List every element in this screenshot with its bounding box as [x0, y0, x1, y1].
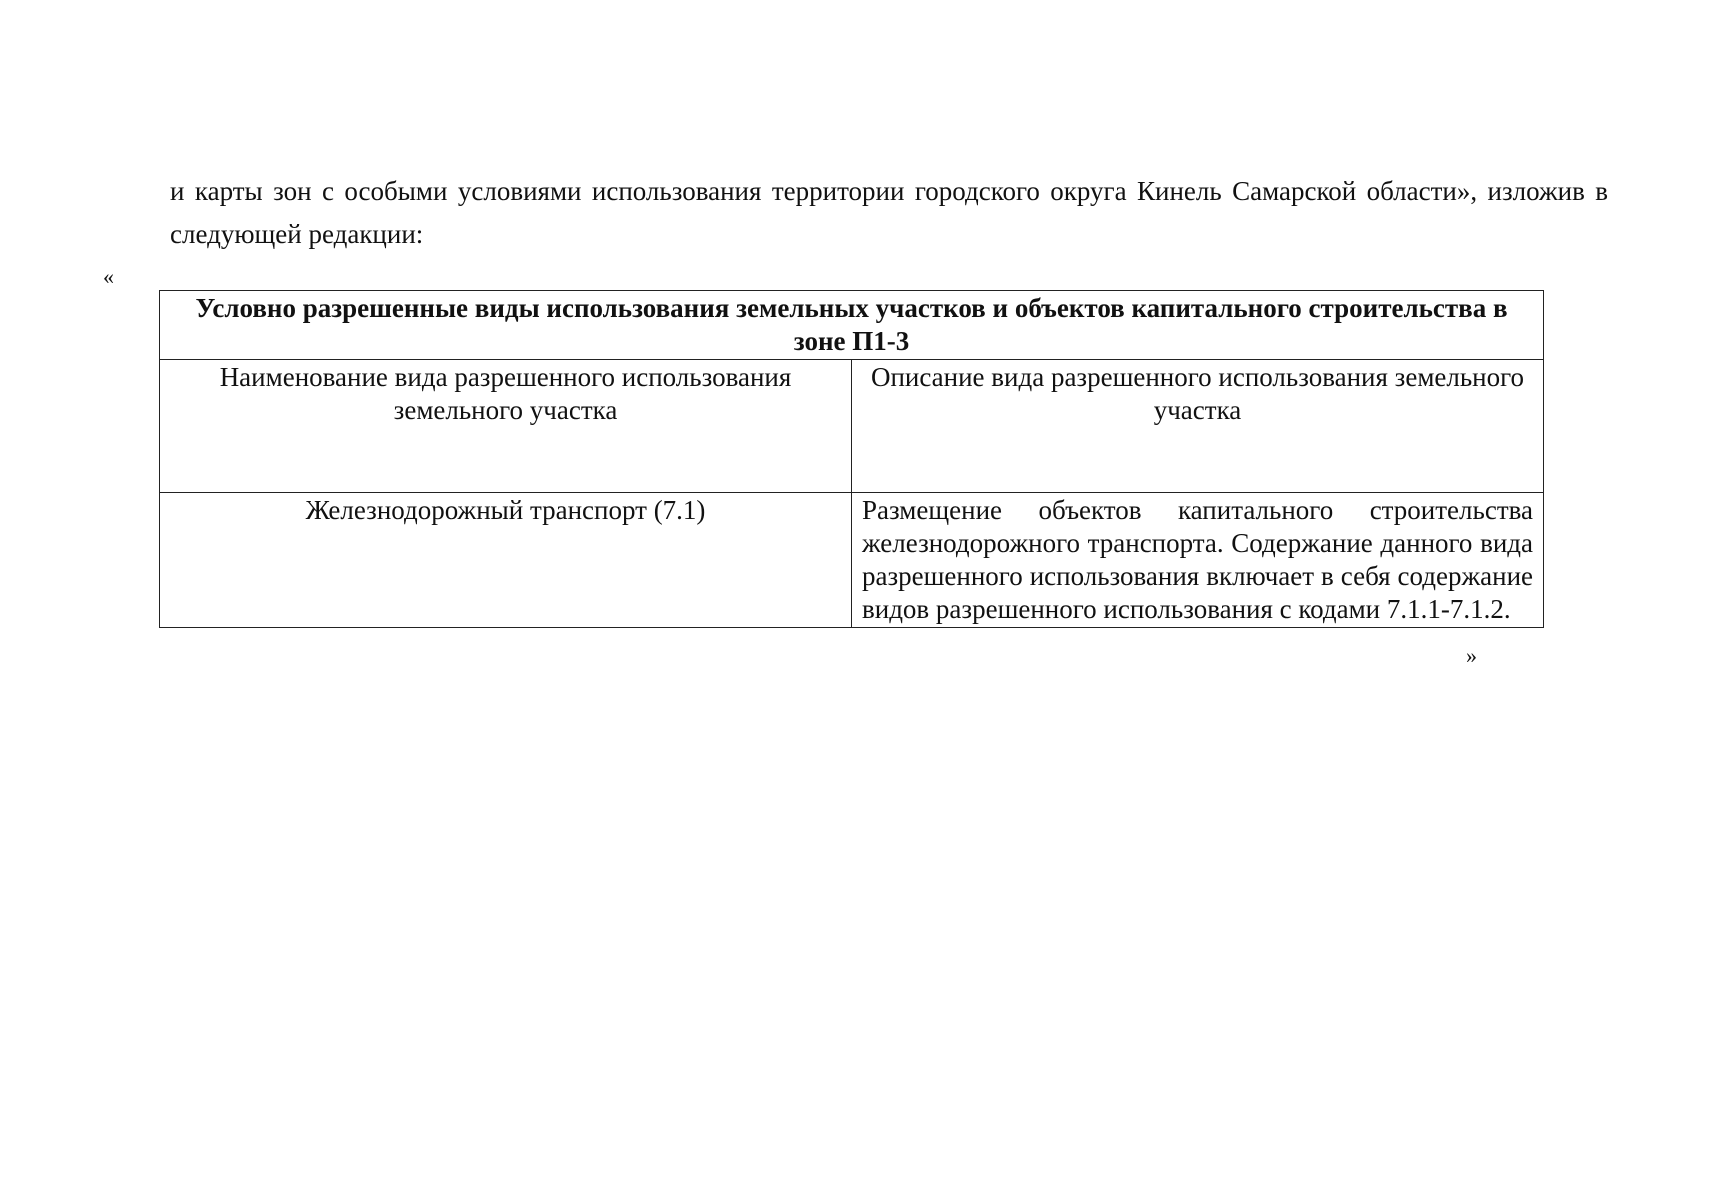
closing-quote-mark: » — [1466, 643, 1477, 668]
row-use-description: Размещение объектов капитального строительства железнодорожного транспорта. Содержание данного вида разрешенного использования включает в себя содержание видов разрешенного использования с кодами 7.1.1-7.1.2. — [852, 493, 1544, 628]
row-use-name: Железнодорожный транспорт (7.1) — [160, 493, 852, 628]
column-header-name: Наименование вида разрешенного использования земельного участка — [160, 360, 852, 493]
table-title-row — [160, 291, 1544, 360]
table-header-row — [160, 360, 1544, 493]
column-header-description: Описание вида разрешенного использования земельного участка — [852, 360, 1544, 493]
permitted-use-table — [159, 290, 1544, 628]
intro-paragraph — [170, 170, 1608, 256]
table-row — [160, 493, 1544, 628]
opening-quote-mark: « — [103, 264, 114, 289]
intro-text: и карты зон с особыми условиями использования территории городского округа Кинель Самарской области», изложив в следующей редакции: — [170, 176, 1608, 249]
table-title: Условно разрешенные виды использования земельных участков и объектов капитального строительства в зоне П1-3 — [160, 291, 1544, 360]
